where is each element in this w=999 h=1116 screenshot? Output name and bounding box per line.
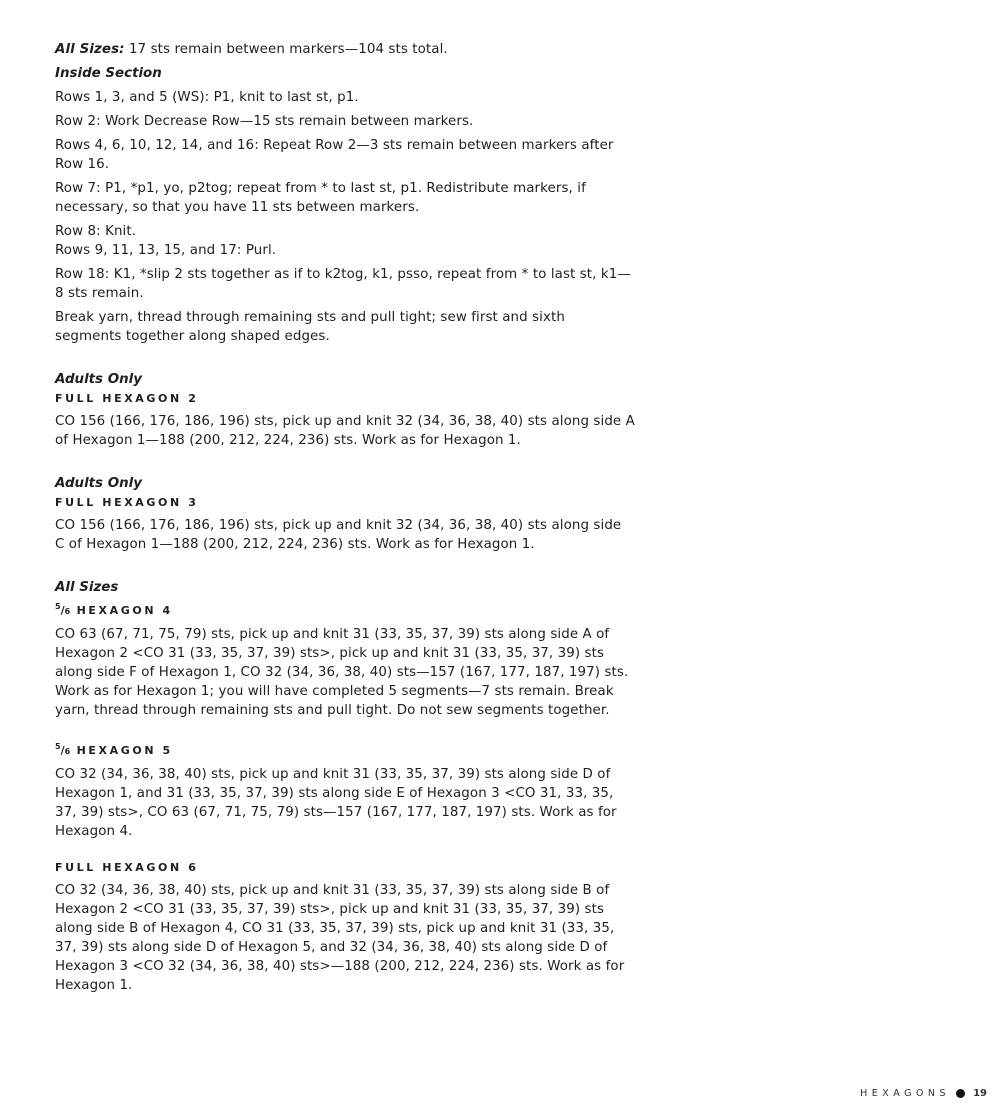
hex4-heading	[55, 599, 635, 620]
fraction-numerator: 5	[55, 742, 61, 751]
finishing-instruction: Break yarn, thread through remaining sts and pull tight; sew first and sixth segments together along shaped edges.	[55, 310, 565, 344]
bullet-dot-icon	[956, 1089, 965, 1098]
hex4-text: CO 63 (67, 71, 75, 79) sts, pick up and knit 31 (33, 35, 37, 39) sts along side A of Hexagon 2 <CO 31 (33, 35, 37, 39) sts>, pick up and knit 31 (33, 35, 37, 39) sts along side F of Hexagon 1, CO 32 (34, 36, 38, 40) sts—157 (167, 177, 187, 197) sts. Work as for Hexagon 1; you will have completed 5 segments—7 sts remain. Break yarn, thread through remaining sts and pull tight. Do not sew segments together.	[55, 627, 629, 718]
row-instruction: Rows 9, 11, 13, 15, and 17: Purl.	[55, 243, 277, 258]
hex3-size-note: Adults Only	[55, 476, 142, 491]
row-instruction: Row 2: Work Decrease Row—15 sts remain between markers.	[55, 114, 474, 129]
hex2-heading: FULL HEXAGON 2	[55, 392, 199, 405]
page-content	[55, 40, 635, 1000]
running-footer-title: HEXAGONS	[860, 1088, 951, 1099]
row-instruction: Row 8: Knit.	[55, 224, 137, 239]
intro-text: 17 sts remain between markers—104 sts total.	[124, 42, 448, 57]
hex2-text: CO 156 (166, 176, 186, 196) sts, pick up and knit 32 (34, 36, 38, 40) sts along side A of Hexagon 1—188 (200, 212, 224, 236) sts. Work as for Hexagon 1.	[55, 414, 635, 448]
fraction-denominator: 6	[64, 607, 71, 616]
hex5-text: CO 32 (34, 36, 38, 40) sts, pick up and knit 31 (33, 35, 37, 39) sts along side D of Hexagon 1, and 31 (33, 35, 37, 39) sts along side E of Hexagon 3 <CO 31, 33, 35, 37, 39) sts>, CO 63 (67, 71, 75, 79) sts—157 (167, 177, 187, 197) sts. Work as for Hexagon 4.	[55, 767, 617, 839]
hex6-text: CO 32 (34, 36, 38, 40) sts, pick up and knit 31 (33, 35, 37, 39) sts along side B of Hexagon 2 <CO 31 (33, 35, 37, 39) sts>, pick up and knit 31 (33, 35, 37, 39) sts along side B of Hexagon 4, CO 31 (33, 35, 37, 39) sts, pick up and knit 31 (33, 35, 37, 39) sts along side D of Hexagon 5, and 32 (34, 36, 38, 40) sts along side D of Hexagon 3 <CO 32 (34, 36, 38, 40) sts>—188 (200, 212, 224, 236) sts. Work as for Hexagon 1.	[55, 883, 625, 993]
hex6-heading: FULL HEXAGON 6	[55, 861, 199, 874]
fraction-denominator: 6	[64, 747, 71, 756]
row-instruction: Row 7: P1, *p1, yo, p2tog; repeat from * to last st, p1. Redistribute markers, if necessary, so that you have 11 sts between markers.	[55, 181, 586, 215]
row-instruction: Rows 4, 6, 10, 12, 14, and 16: Repeat Row 2—3 sts remain between markers after Row 16.	[55, 138, 614, 172]
hex3-text: CO 156 (166, 176, 186, 196) sts, pick up and knit 32 (34, 36, 38, 40) sts along side C of Hexagon 1—188 (200, 212, 224, 236) sts. Work as for Hexagon 1.	[55, 518, 622, 552]
row-instruction: Row 18: K1, *slip 2 sts together as if to k2tog, k1, psso, repeat from * to last st, k1—8 sts remain.	[55, 267, 631, 301]
hex4-heading-text: HEXAGON 4	[76, 604, 173, 617]
intro-paragraph	[55, 40, 635, 59]
row-instruction: Rows 1, 3, and 5 (WS): P1, knit to last st, p1.	[55, 90, 359, 105]
page-footer	[860, 1088, 987, 1099]
hex3-heading: FULL HEXAGON 3	[55, 496, 199, 509]
hex5-heading	[55, 739, 635, 760]
page-number: 19	[973, 1088, 987, 1099]
fraction: $^5$/6	[55, 742, 71, 757]
hex2-size-note: Adults Only	[55, 372, 142, 387]
fraction: $^5$/6	[55, 602, 71, 617]
intro-label: All Sizes:	[55, 42, 125, 57]
fraction-numerator: 5	[55, 602, 61, 611]
inside-section-title: Inside Section	[55, 66, 162, 81]
hex5-heading-text: HEXAGON 5	[76, 744, 173, 757]
hex4-size-note: All Sizes	[55, 580, 119, 595]
